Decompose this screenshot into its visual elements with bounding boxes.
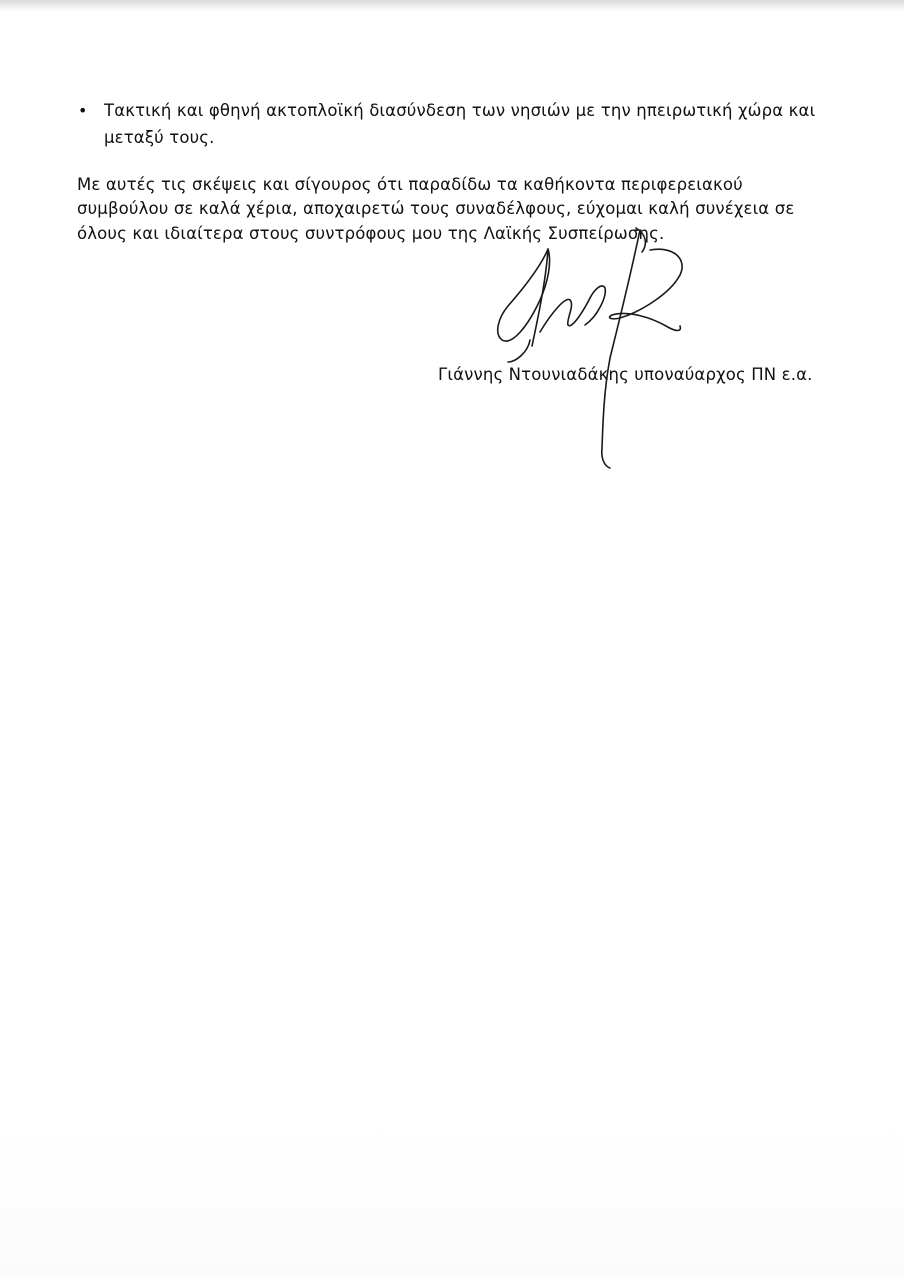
scan-top-edge [0,0,904,12]
closing-paragraph-line-2: συμβούλου σε καλά χέρια, αποχαιρετώ τους συναδέλφους, εύχομαι καλή συνέχεια σε [77,199,795,218]
closing-paragraph-line-3: όλους και ιδιαίτερα στους συντρόφους μου της Λαϊκής Συσπείρωσης. [77,224,665,243]
closing-paragraph-line-1: Με αυτές τις σκέψεις και σίγουρος ότι παραδίδω τα καθήκοντα περιφερειακού [77,175,743,194]
bullet-marker: • [78,101,88,120]
bullet-text-line-2: μεταξύ τους. [104,128,215,147]
signatory-name: Γιάννης Ντουνιαδάκης υποναύαρχος ΠΝ ε.α. [438,365,813,384]
bullet-text-line-1: Τακτική και φθηνή ακτοπλοϊκή διασύνδεση των νησιών με την ηπειρωτική χώρα και [104,101,816,120]
scan-bottom-shade [0,1120,904,1277]
